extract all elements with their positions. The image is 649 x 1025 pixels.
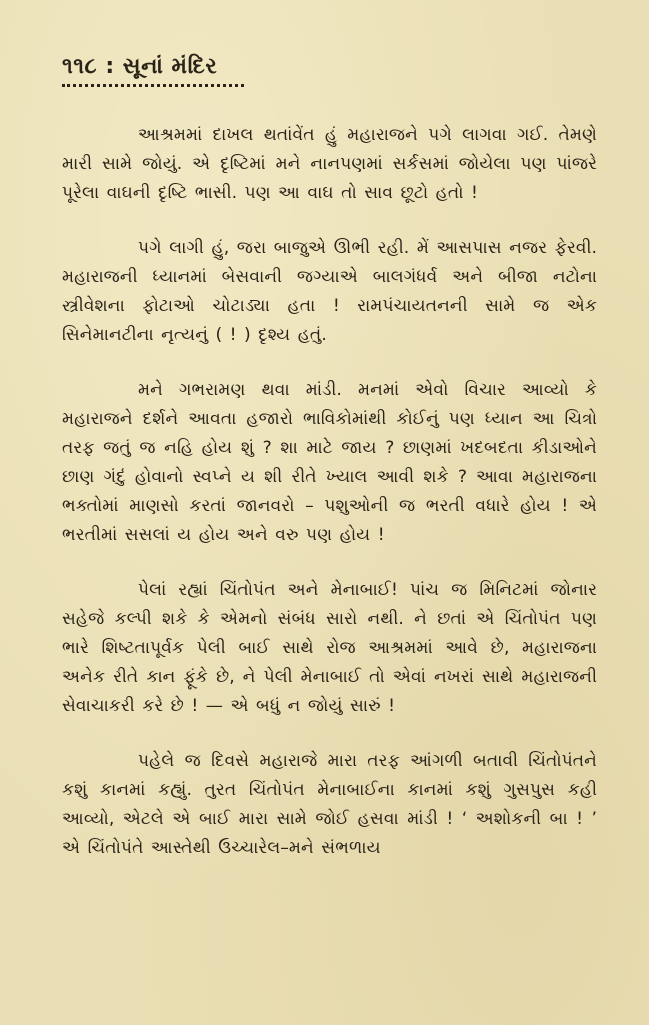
- paragraph-1: આશ્રમમાં દાખલ થતાંવેંત હું મહારાજને પગે લાગવા ગઈ. તેમણે મારી સામે જોયું. એ દૃષ્ટિમાં મને નાનપણમાં સર્કસમાં જોયેલા પણ પાંજરે પૂરેલા વાઘની દૃષ્ટિ ભાસી. પણ આ વાઘ તો સાવ છૂટો હતો !: [62, 125, 597, 203]
- paragraph-4: પેલાં રહ્યાં ચિંતોપંત અને મેનાબાઈ! પાંચ જ મિનિટમાં જોનાર સહેજે કલ્પી શકે કે એમનો સંબંધ સારો નથી. ને છતાં એ ચિંતોપંત પણ ભારે શિષ્ટતાપૂર્વક પેલી બાઈ સાથે રોજ આશ્રમમાં આવે છે, મહારાજના અનેક રીતે કાન ફૂંકે છે, ને પેલી મેનાબાઈ તો એવાં નખરાં સાથે મહારાજની સેવાચાકરી કરે છે ! — એ બધું ન જોયું સારું !: [62, 580, 597, 716]
- paragraph-5: પહેલે જ દિવસે મહારાજે મારા તરફ આંગળી બતાવી ચિંતોપંતને કશું કાનમાં કહ્યું. તુરત ચિંતોપંત મેનાબાઈના કાનમાં કશું ગુસપુસ કહી આવ્યો, એટલે એ બાઈ મારા સામે જોઈ હસવા માંડી ! ‘ અશોકની બા ! ’ એ ચિંતોપંતે આસ્તેથી ઉચ્ચારેલ–મને સંભળાય: [62, 751, 597, 858]
- page-header: [62, 52, 597, 87]
- page-number-title: ૧૧૮ : સૂનાં મંદિર: [62, 54, 218, 79]
- paragraph-3: મને ગભરામણ થવા માંડી. મનમાં એવો વિચાર આવ્યો કે મહારાજને દર્શને આવતા હજારો ભાવિકોમાંથી કોઈનું પણ ધ્યાન આ ચિત્રો તરફ જતું જ નહિ હોય શું ? શા માટે જાય ? છાણમાં ખદબદતા કીડાઓને છાણ ગંદું હોવાનો સ્વપ્ને ય શી રીતે ખ્યાલ આવી શકે ? આવા મહારાજના ભક્તોમાં માણસો કરતાં જાનવરો – પશુઓની જ ભરતી વધારે હોય ! એ ભરતીમાં સસલાં ય હોય અને વરુ પણ હોય !: [62, 380, 597, 545]
- dotted-rule: [62, 84, 244, 87]
- paragraph-2: પગે લાગી હું, જરા બાજુએ ઊભી રહી. મેં આસપાસ નજર ફેરવી. મહારાજની ધ્યાનમાં બેસવાની જગ્યાએ બાલગંધર્વ અને બીજા નટોના સ્ત્રીવેશના ફોટાઓ ચોટાડ્યા હતા ! રામપંચાયતનની સામે જ એક સિનેમાનટીના નૃત્યનું ( ! ) દૃશ્ય હતું.: [62, 238, 597, 345]
